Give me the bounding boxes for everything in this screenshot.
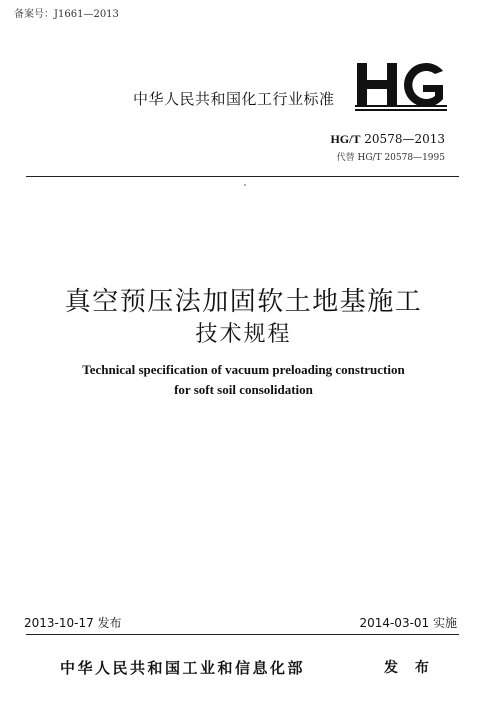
standard-number	[330, 132, 445, 147]
english-title-line-2: for soft soil consolidation	[174, 382, 313, 397]
replaces-standard: 代替 HG/T 20578—1995	[336, 153, 445, 163]
issue-label: 发 布	[384, 660, 435, 676]
implementation-date: 2014-03-01 实施	[359, 616, 457, 630]
bottom-divider	[26, 634, 459, 635]
issuing-authority: 中华人民共和国工业和信息化部	[60, 659, 306, 677]
record-number: 备案号：J1661—2013	[14, 9, 119, 20]
standard-code-number: 20578—2013	[360, 132, 445, 146]
title-line-1: 真空预压法加固软土地基施工	[64, 287, 423, 317]
issue-date: 2013-10-17 发布	[24, 616, 122, 630]
standard-category: 中华人民共和国化工行业标准	[133, 90, 335, 108]
standard-code-prefix: HG/T	[330, 132, 361, 146]
center-dot	[244, 184, 246, 186]
top-divider	[26, 176, 459, 177]
hg-logo	[355, 59, 447, 111]
english-title-line-1: Technical specification of vacuum preloading construction	[82, 362, 405, 377]
title-line-2: 技术规程	[195, 322, 292, 347]
